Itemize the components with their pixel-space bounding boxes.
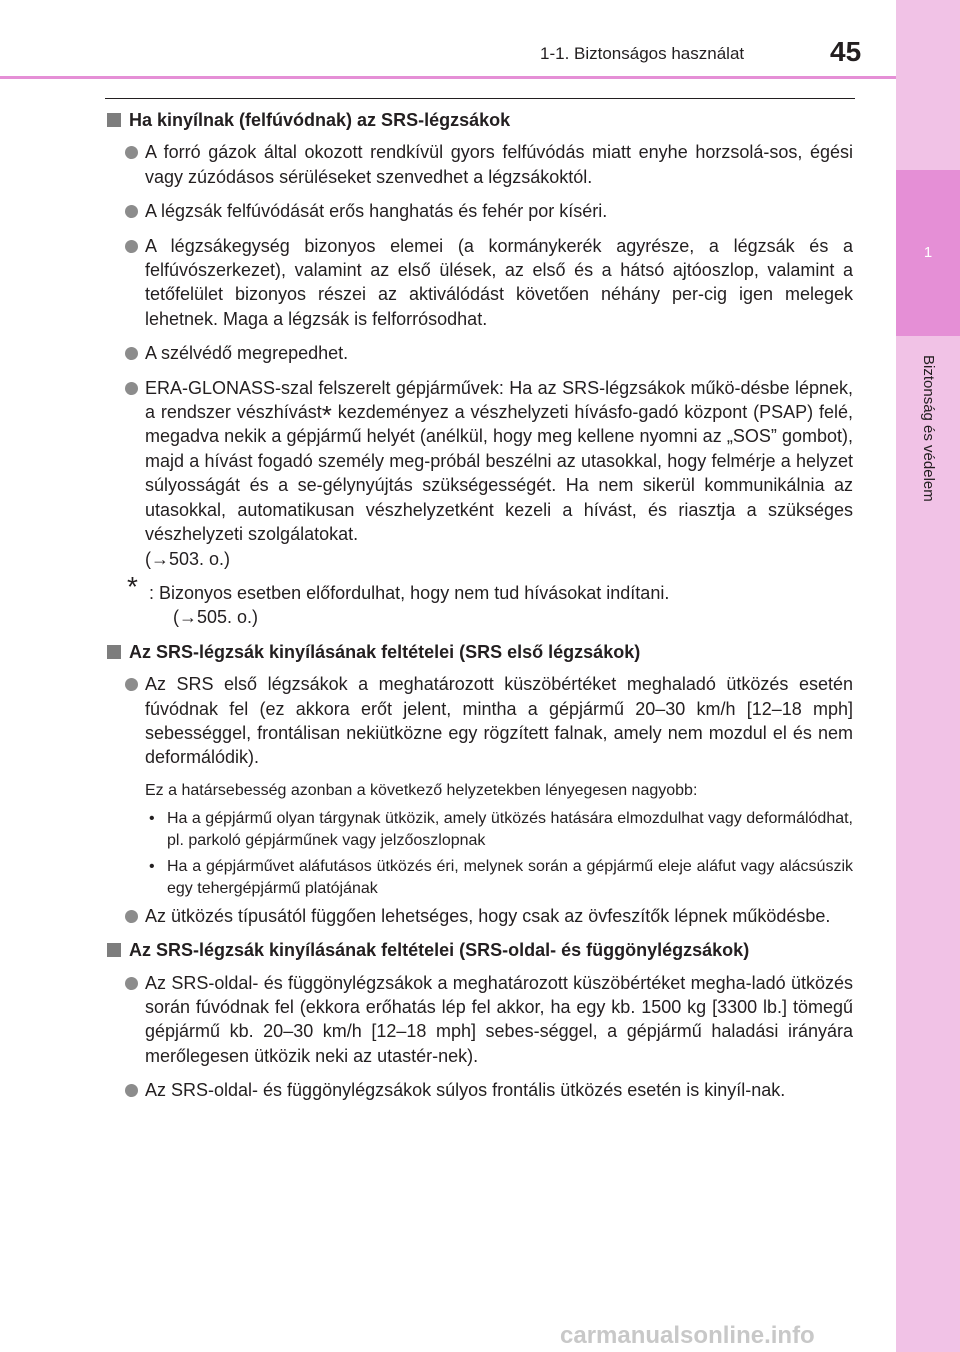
page-reference: (→503. o.): [145, 548, 231, 569]
list-item: Az ütközés típusától függően lehetséges, hogy csak az övfeszítők lépnek működésbe.: [107, 904, 853, 928]
round-bullet-icon: [125, 347, 138, 360]
list-item: A forró gázok által okozott rendkívül gyors felfúvódás miatt enyhe horzsolá-sos, égési vagy zúzódásos sérüléseket szenvedhet a légzsákoktól.: [107, 140, 853, 189]
round-bullet-icon: [125, 1084, 138, 1097]
list-item: Az SRS-oldal- és függönylégzsákok a meghatározott küszöbértéket megha-ladó ütközés során fúvódnak fel (ekkora erőhatás lép fel akkor, ha egy kb. 1500 kg [3300 lb.] tömegű gépjármű kb. 20–30 km/h [12–18 mph] sebes-séggel, a gépjármű haladási irányára merőlegesen ütközik neki az utastér-nek).: [107, 971, 853, 1069]
round-bullet-icon: [125, 382, 138, 395]
round-bullet-icon: [125, 240, 138, 253]
footnote-star: *: [127, 570, 138, 602]
round-bullet-icon: [125, 205, 138, 218]
round-bullet-icon: [125, 678, 138, 691]
section-heading: Az SRS-légzsák kinyílásának feltételei (SRS-oldal- és függönylégzsákok): [107, 938, 853, 962]
content-rule: [105, 98, 855, 99]
watermark: carmanualsonline.info: [560, 1322, 815, 1349]
page-reference: (→505. o.): [173, 607, 259, 628]
section-heading: Az SRS-légzsák kinyílásának feltételei (SRS első légzsákok): [107, 640, 853, 664]
list-item: A légzsákegység bizonyos elemei (a kormánykerék agyrésze, a légzsák és a felfúvószerkezet), valamint az első ülések, az első és a hátsó ajtóoszlop, valamint a tetőfelület bizonyos részei az aktiválódást követően néhány per-cig igen melegek lehetnek. Maga a légzsák is felforrósodhat.: [107, 234, 853, 332]
note-text: Ez a határsebesség azonban a következő helyzetekben lényegesen nagyobb:: [145, 781, 698, 799]
sub-list-item: • Ha a gépjármű olyan tárgynak ütközik, amely ütközés hatására elmozdulhat vagy deformálódhat, pl. parkoló gépjárműnek vagy jelzőoszlopnak: [149, 809, 853, 849]
chapter-side-tab: [896, 0, 960, 1352]
square-bullet-icon: [107, 113, 121, 127]
chapter-number: 1: [896, 170, 960, 336]
section-label: 1-1. Biztonságos használat: [540, 44, 745, 63]
header-divider: [0, 76, 896, 79]
era-glonass-item: ERA-GLONASS-szal felszerelt gépjárművek: Ha az SRS-légzsákok műkö-désbe lépnek, a rendszer vészhívást* kezdeményez a vészhelyzeti hívásfo-gadó központ (PSAP) felé, megadva nekik a gépjármű helyét (anélkül, hogy meg kellene nyomni az „SOS” gombot), majd a hívást fogadó személy meg-próbál beszélni az utasokkal, hogy felmérje a helyzet súlyosságát és a se-gélynyújtás szükségességét. Ha nem sikerül kommunikálnia az utasokkal, automatikusan vészhelyzetként kezeli a hívást, és riasztja a szükséges vészhelyzeti szolgálatokat. (→503. o.): [107, 376, 853, 571]
list-item: Az SRS első légzsákok a meghatározott küszöbértéket meghaladó ütközés esetén fúvódnak fel (ez akkora erőt jelent, mintha a gépjármű 20–30 km/h [12–18 mph] sebességgel, frontálisan nekiütközne egy rögzített falnak, amely nem mozdul el és nem deformálódik).: [107, 672, 853, 770]
list-item: A szélvédő megrepedhet.: [107, 341, 853, 365]
square-bullet-icon: [107, 645, 121, 659]
square-bullet-icon: [107, 943, 121, 957]
list-item: A légzsák felfúvódását erős hanghatás és fehér por kíséri.: [107, 199, 853, 223]
list-item: Az SRS-oldal- és függönylégzsákok súlyos frontális ütközés esetén is kinyíl-nak.: [107, 1078, 853, 1102]
round-bullet-icon: [125, 910, 138, 923]
footnote: * : Bizonyos esetben előfordulhat, hogy nem tud hívásokat indítani. (→505. o.): [107, 581, 853, 630]
page-content: [107, 108, 853, 1113]
footnote-star-marker: *: [321, 400, 332, 431]
section-heading: Ha kinyílnak (felfúvódnak) az SRS-légzsákok: [107, 108, 853, 132]
round-bullet-icon: [125, 977, 138, 990]
page-number: 45: [830, 36, 862, 67]
round-bullet-icon: [125, 146, 138, 159]
chapter-title: Biztonság és védelem: [920, 355, 937, 502]
sub-list-item: • Ha a gépjárművet aláfutásos ütközés éri, melynek során a gépjármű eleje aláfut vagy alácsúszik egy tehergépjármű platójának: [149, 857, 853, 897]
